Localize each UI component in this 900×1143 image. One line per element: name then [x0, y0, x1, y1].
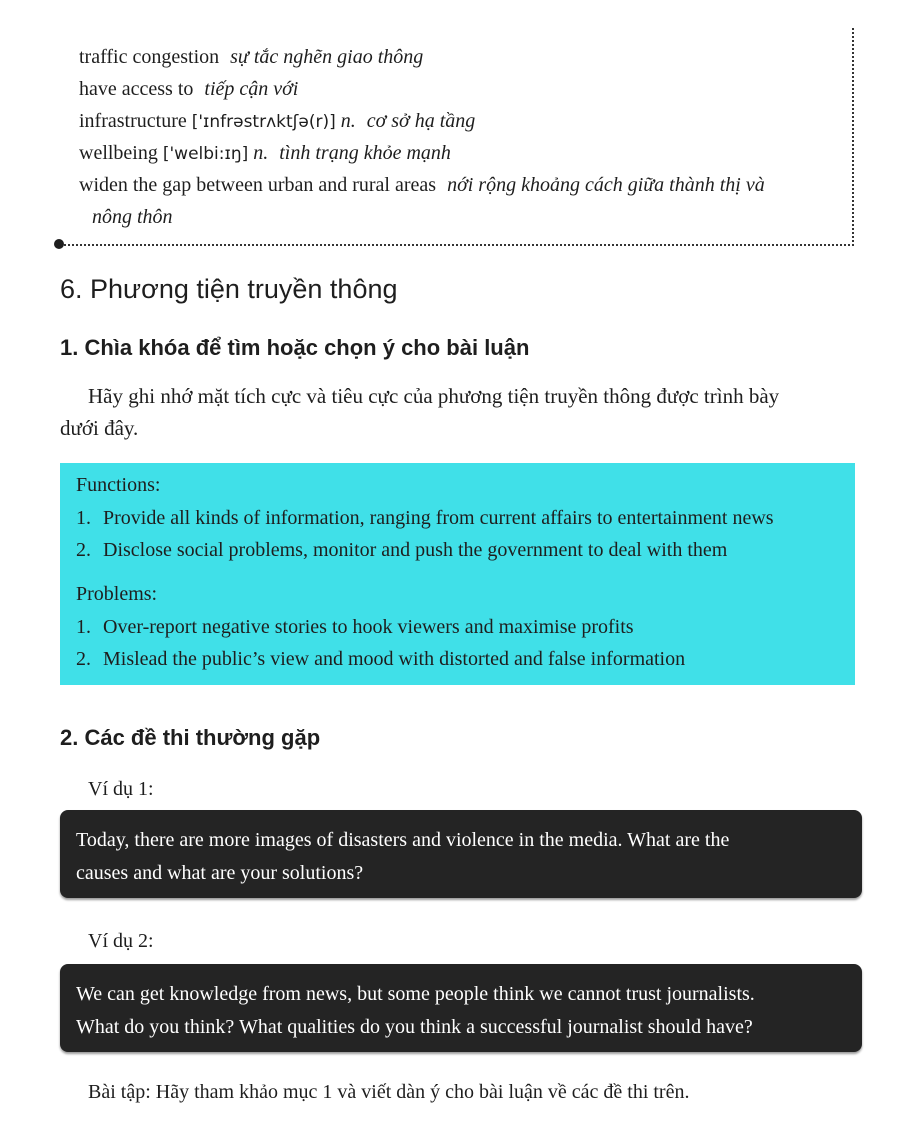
vocab-ipa: ['ɪnfrəstrʌktʃə(r)] [191, 112, 336, 132]
exercise-instruction [88, 1078, 689, 1106]
problem-item [76, 614, 634, 640]
item-text: Disclose social problems, monitor and push the government to deal with them [103, 539, 728, 561]
vocab-translation: cơ sở hạ tầng [366, 110, 476, 132]
item-number: 2. [76, 648, 91, 670]
functions-heading: Functions: [76, 474, 161, 496]
problem-item [76, 646, 685, 672]
vocab-term: traffic congestion [79, 46, 220, 68]
vocab-pos: n. [253, 142, 269, 164]
vocab-item [79, 44, 423, 70]
vocab-term: widen the gap between urban and rural areas [79, 174, 437, 196]
intro-paragraph [60, 380, 840, 444]
vocab-translation: sự tắc nghẽn giao thông [230, 46, 424, 68]
example-question-1 [76, 824, 852, 890]
bullet-dot-icon [54, 239, 64, 249]
subsection-title-1: 1. Chìa khóa để tìm hoặc chọn ý cho bài luận [60, 335, 530, 360]
vocab-term: wellbeing [79, 142, 158, 164]
vocab-item [79, 108, 475, 135]
example-label-2: Ví dụ 2: [88, 930, 154, 952]
vocab-translation-continued: nông thôn [92, 206, 173, 228]
vocab-translation: nới rộng khoảng cách giữa thành thị và [447, 174, 765, 196]
problems-heading: Problems: [76, 583, 158, 605]
intro-line-1: Hãy ghi nhớ mặt tích cực và tiêu cực của phương tiện truyền thông được trình bày [88, 384, 780, 408]
example-question-box-2 [60, 964, 862, 1052]
vocab-item [79, 140, 451, 167]
item-number: 1. [76, 616, 91, 638]
vocab-continuation [92, 204, 173, 230]
vocab-term: infrastructure [79, 110, 187, 132]
vocab-item [79, 172, 765, 198]
question-line: What do you think? What qualities do you think a successful journalist should have? [76, 1016, 753, 1038]
example-question-box-1 [60, 810, 862, 898]
question-line: Today, there are more images of disasters and violence in the media. What are the [76, 829, 730, 851]
item-number: 1. [76, 507, 91, 529]
function-item [76, 505, 774, 531]
vocab-term: have access to [79, 78, 194, 100]
section-title: 6. Phương tiện truyền thông [60, 274, 398, 304]
question-line: causes and what are your solutions? [76, 862, 364, 884]
question-line: We can get knowledge from news, but some people think we cannot trust journalists. [76, 983, 755, 1005]
vocab-translation: tình trạng khỏe mạnh [279, 142, 451, 164]
item-number: 2. [76, 539, 91, 561]
exercise-label: Bài tập: [88, 1081, 151, 1103]
exercise-text: Hãy tham khảo mục 1 và viết dàn ý cho bài luận về các đề thi trên. [155, 1081, 690, 1103]
vocab-ipa: ['welbi:ɪŋ] [162, 144, 249, 164]
example-label-1: Ví dụ 1: [88, 778, 154, 800]
vocab-pos: n. [340, 110, 356, 132]
item-text: Mislead the public’s view and mood with distorted and false information [103, 648, 686, 670]
function-item [76, 537, 727, 563]
subsection-title-2: 2. Các đề thi thường gặp [60, 725, 321, 750]
item-text: Provide all kinds of information, ranging from current affairs to entertainment news [103, 507, 774, 529]
vocab-translation: tiếp cận với [204, 78, 299, 100]
intro-line-2: dưới đây. [60, 416, 139, 440]
vocab-item [79, 76, 298, 102]
item-text: Over-report negative stories to hook viewers and maximise profits [103, 616, 634, 638]
example-question-2 [76, 978, 852, 1044]
